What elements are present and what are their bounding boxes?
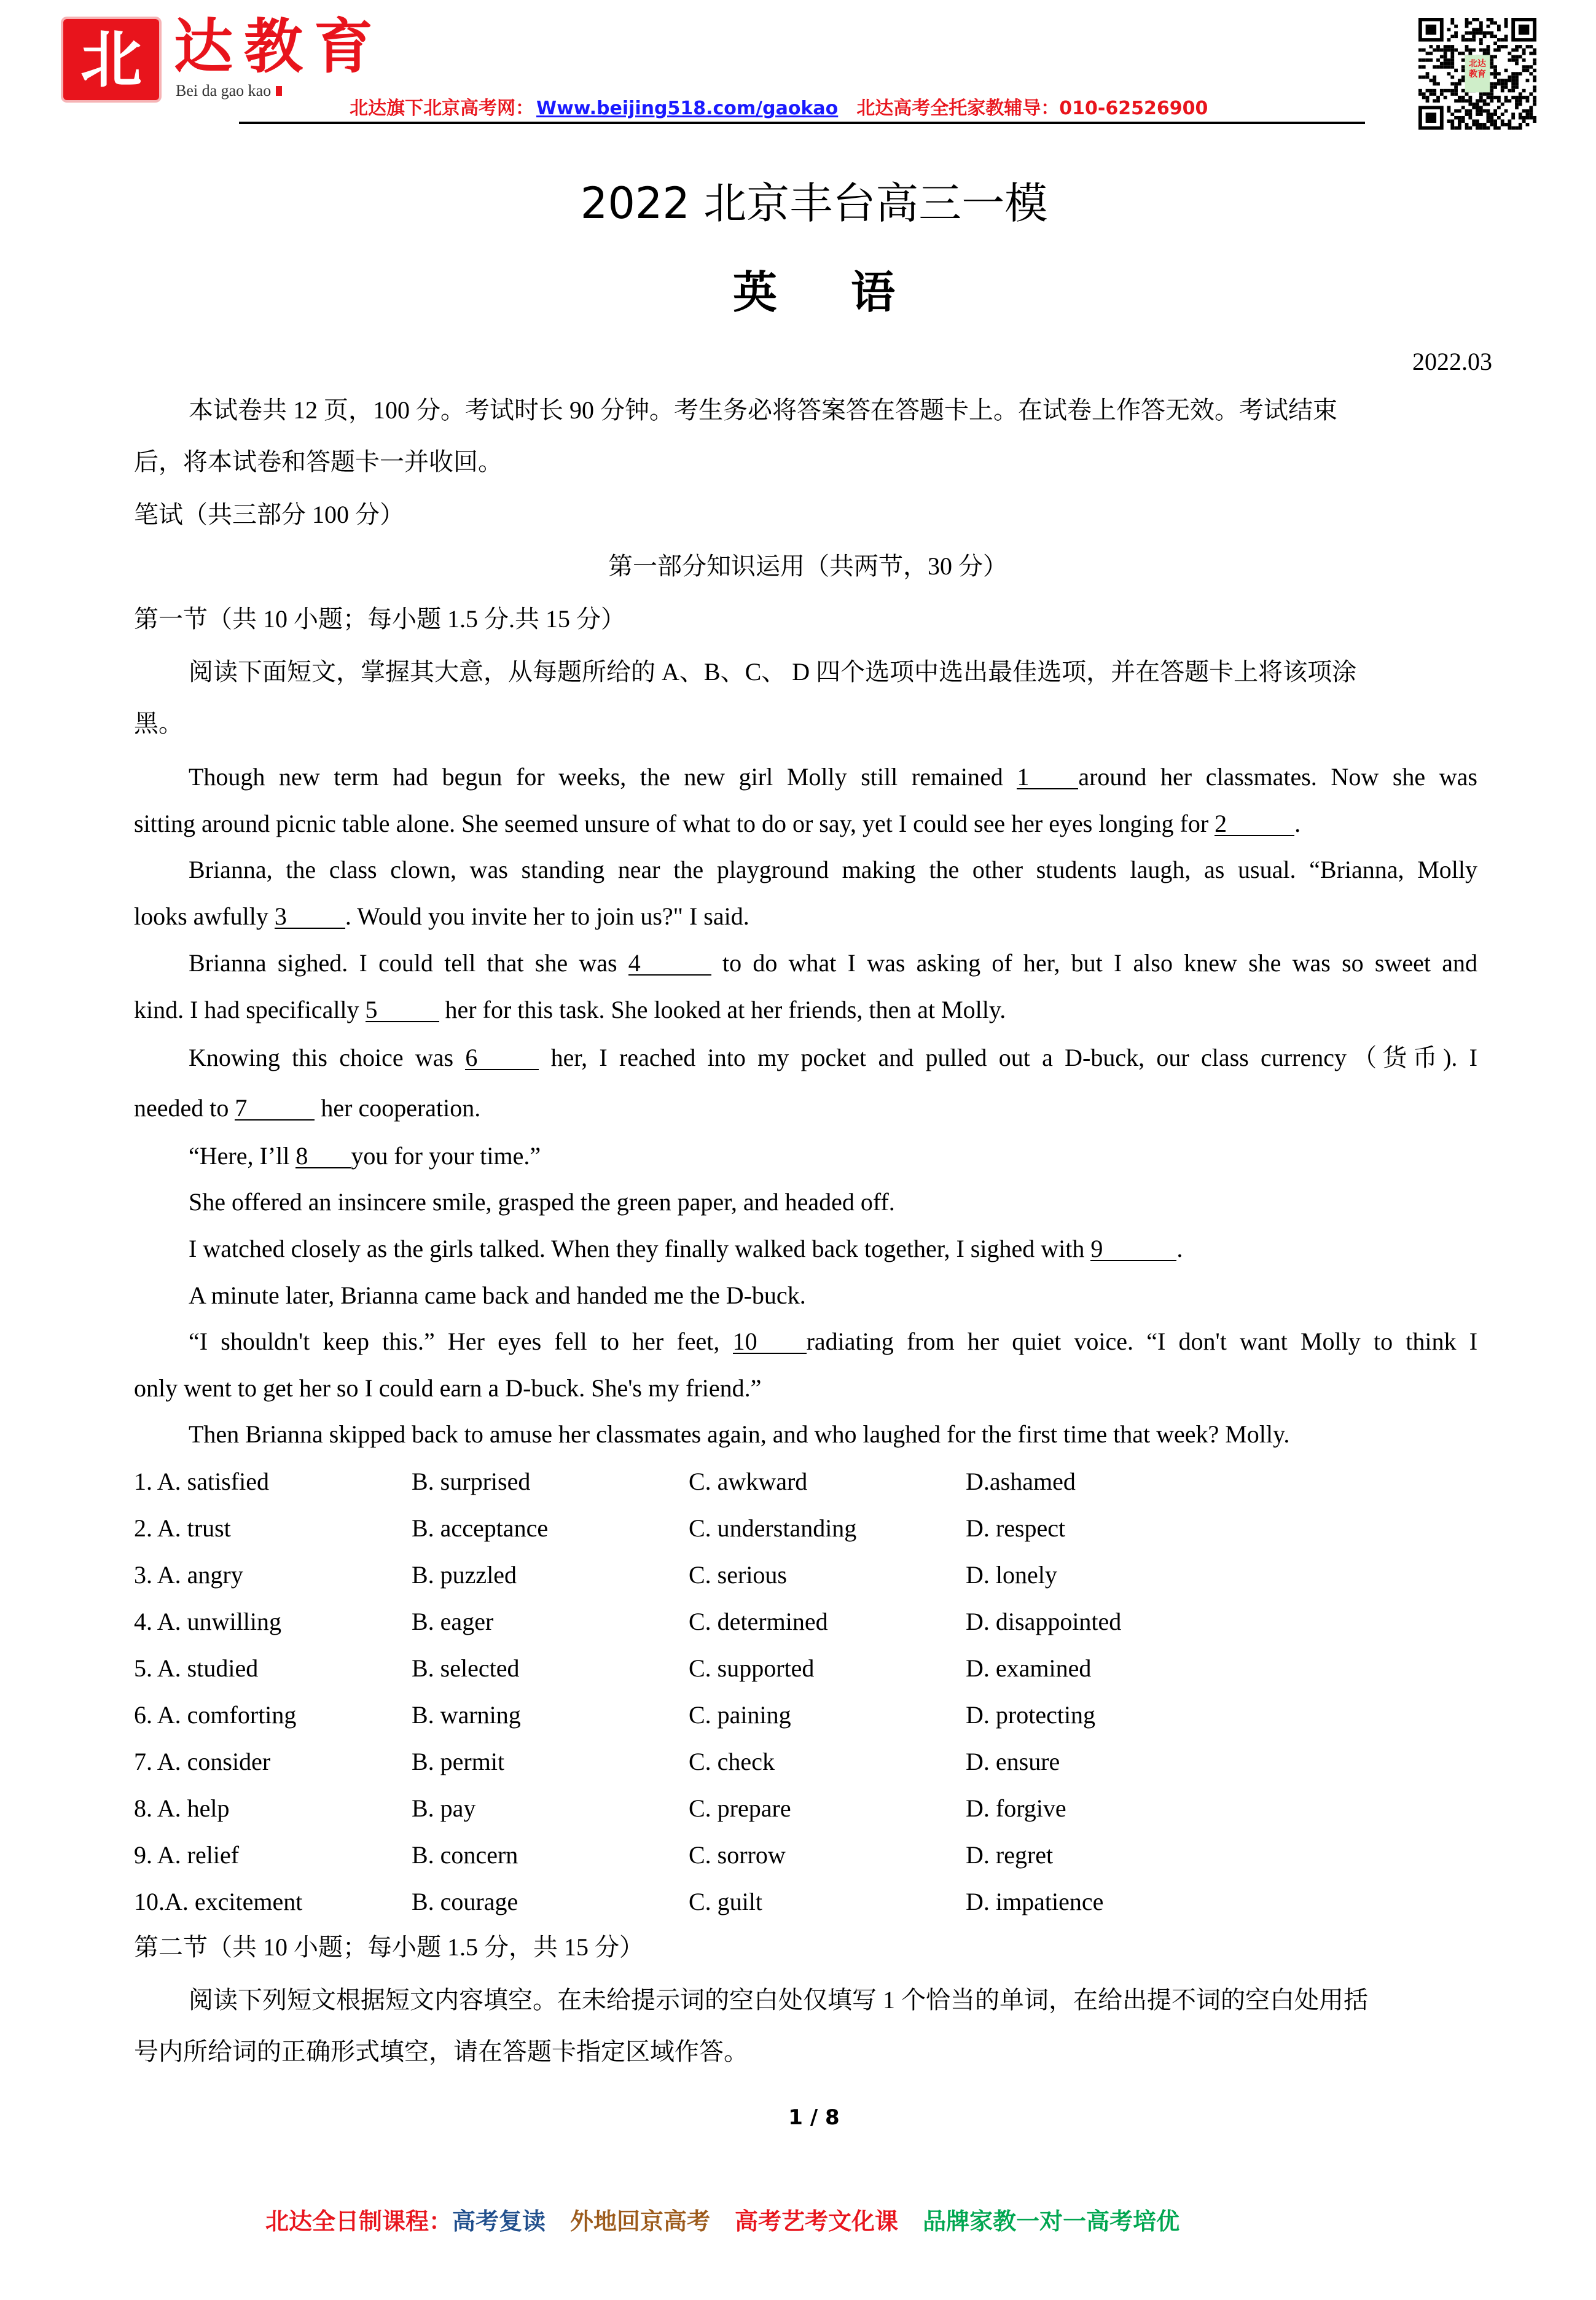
footer-courses <box>265 2202 1204 2236</box>
answer-option: B. permit <box>412 1748 505 1775</box>
answer-option: 1. A. satisfied <box>134 1468 269 1495</box>
answer-option: B. pay <box>412 1794 476 1822</box>
logo-name: 达教育 <box>174 12 384 81</box>
site-label: 北达旗下北京高考网： <box>350 98 534 119</box>
answer-option: C. check <box>689 1748 775 1775</box>
passage-text: radiating from her quiet voice. “I don't want Molly to think I <box>806 1328 1478 1355</box>
answer-option: D. disappointed <box>966 1608 1122 1635</box>
answer-option: 2. A. trust <box>134 1514 231 1542</box>
cloze-blank: 10 <box>733 1331 807 1354</box>
answer-option: B. warning <box>412 1701 521 1729</box>
answer-option: D. impatience <box>966 1888 1104 1915</box>
answer-option: 3. A. angry <box>134 1561 243 1589</box>
section2-instructions: 号内所给词的正确形式填空，请在答题卡指定区域作答。 <box>134 2038 748 2065</box>
passage-text: She offered an insincere smile, grasped the green paper, and headed off. <box>189 1188 895 1216</box>
passage-line <box>189 1187 895 1218</box>
passage-text: to do what I was asking of her, but I also knew she was so sweet and <box>711 949 1477 977</box>
part1-heading: 第一部分知识运用（共两节，30 分） <box>608 552 1007 580</box>
section2-instructions: 阅读下列短文根据短文内容填空。在未给提示词的空白处仅填写 1 个恰当的单词，在给出提不词的空白处用括 <box>189 1986 1368 2014</box>
passage-text: kind. I had specifically <box>134 996 366 1023</box>
footer-course[interactable]: 高考复读 <box>452 2208 546 2235</box>
passage-line <box>134 1373 761 1404</box>
intro-text: 本试卷共 12 页，100 分。考试时长 90 分钟。考生务必将答案答在答题卡上。在试卷上作答无效。考试结束 <box>189 396 1337 424</box>
section2-heading: 第二节（共 10 小题；每小题 1.5 分，共 15 分） <box>134 1933 644 1961</box>
answer-option: D. respect <box>966 1514 1066 1542</box>
passage-text: looks awfully <box>134 902 275 930</box>
passage-text: only went to get her so I could earn a D-buck. She's my friend.” <box>134 1374 762 1402</box>
answer-option: 7. A. consider <box>134 1748 271 1775</box>
passage-line <box>189 1280 806 1311</box>
passage-text: Knowing this choice was <box>189 1044 466 1071</box>
page-number: 1 / 8 <box>788 2105 840 2130</box>
answer-option: B. eager <box>412 1608 494 1635</box>
passage-line <box>189 1326 1477 1357</box>
answer-option: 8. A. help <box>134 1794 230 1822</box>
cloze-blank: 1 <box>1017 766 1078 789</box>
passage-line <box>134 808 1301 839</box>
passage-text: Brianna, the class clown, was standing near the playground making the other students laugh, as usual. “Brianna, Molly <box>189 856 1477 883</box>
answer-option: C. sorrow <box>689 1841 786 1869</box>
answer-option: C. paining <box>689 1701 791 1729</box>
answer-option: D. protecting <box>966 1701 1096 1729</box>
intro-text: 后，将本试卷和答题卡一并收回。 <box>134 448 503 475</box>
exam-date: 2022.03 <box>1412 348 1492 375</box>
passage-text: Though new term had begun for weeks, the new girl Molly still remained <box>189 763 1017 791</box>
footer-course[interactable]: 品牌家教一对一高考培优 <box>923 2208 1180 2235</box>
passage-text: Then Brianna skipped back to amuse her classmates again, and who laughed for the first time that week? Molly. <box>189 1420 1290 1448</box>
cloze-blank: 4 <box>628 952 711 976</box>
passage-line <box>189 1042 1477 1073</box>
answer-option: C. serious <box>689 1561 787 1589</box>
answer-option: 5. A. studied <box>134 1654 259 1682</box>
passage-text: A minute later, Brianna came back and handed me the D-buck. <box>189 1281 806 1309</box>
passage-line <box>189 1141 541 1172</box>
tutoring-label: 北达高考全托家教辅导：010-62526900 <box>856 98 1208 119</box>
answer-option: 4. A. unwilling <box>134 1608 282 1635</box>
answer-option: D. examined <box>966 1654 1092 1682</box>
header-divider <box>239 122 1365 124</box>
cloze-blank: 5 <box>366 999 439 1022</box>
passage-line <box>134 901 749 932</box>
logo-mark <box>63 19 159 100</box>
answer-option: B. acceptance <box>412 1514 549 1542</box>
qr-center-label: 北达教育 <box>1469 59 1486 79</box>
passage-line <box>189 1234 1183 1264</box>
answer-option: C. guilt <box>689 1888 763 1915</box>
cloze-blank: 8 <box>295 1145 351 1168</box>
section1-instructions: 阅读下面短文，掌握其大意，从每题所给的 A、B、C、 D 四个选项中选出最佳选项，并在答题卡上将该项涂 <box>189 658 1357 686</box>
cloze-blank: 2 <box>1215 813 1294 836</box>
passage-text: you for your time.” <box>351 1142 541 1170</box>
passage-line <box>189 762 1477 792</box>
passage-text: . <box>1294 810 1301 837</box>
site-link[interactable]: Www.beijing518.com/gaokao <box>536 98 839 119</box>
answer-option: D. ensure <box>966 1748 1060 1775</box>
passage-text: around her classmates. Now she was <box>1078 763 1477 791</box>
passage-text: I watched closely as the girls talked. When they finally walked back together, I sighed with <box>189 1235 1091 1262</box>
footer-label: 北达全日制课程： <box>265 2208 453 2235</box>
cloze-blank: 9 <box>1090 1238 1176 1261</box>
header-info <box>350 98 1208 119</box>
answer-option: C. awkward <box>689 1468 808 1495</box>
answer-option: B. concern <box>412 1841 518 1869</box>
cloze-blank: 3 <box>275 906 345 929</box>
passage-line <box>134 995 1006 1025</box>
answer-option: D. regret <box>966 1841 1054 1869</box>
passage-text: needed to <box>134 1094 235 1122</box>
answer-option: B. courage <box>412 1888 518 1915</box>
answer-option: D. lonely <box>966 1561 1057 1589</box>
section1-heading: 第一节（共 10 小题；每小题 1.5 分.共 15 分） <box>134 605 625 633</box>
passage-line <box>189 1419 1289 1450</box>
written-heading: 笔试（共三部分 100 分） <box>134 501 404 528</box>
passage-text: . Would you invite her to join us?" I said. <box>345 902 749 930</box>
passage-text: sitting around picnic table alone. She seemed unsure of what to do or say, yet I could see her eyes longing for <box>134 810 1215 837</box>
cloze-blank: 7 <box>235 1097 315 1121</box>
answer-option: D.ashamed <box>966 1468 1076 1495</box>
passage-text: “Here, I’ll <box>189 1142 296 1170</box>
passage-line <box>189 855 1477 885</box>
passage-line <box>189 948 1477 979</box>
passage-line <box>134 1093 480 1124</box>
answer-option: 6. A. comforting <box>134 1701 297 1729</box>
logo-glyph: 北 <box>80 23 142 96</box>
section1-instructions: 黑。 <box>134 710 183 737</box>
passage-text: “I shouldn't keep this.” Her eyes fell to her feet, <box>189 1328 733 1355</box>
answer-option: 10.A. excitement <box>134 1888 303 1915</box>
passage-text: Brianna sighed. I could tell that she was <box>189 949 628 977</box>
logo-pinyin: Bei da gao kao <box>176 82 282 100</box>
footer-course[interactable]: 高考艺考文化课 <box>735 2208 899 2235</box>
passage-text: her, I reached into my pocket and pulled out a D-buck, our class currency（货币). I <box>539 1044 1477 1071</box>
subject-title <box>0 257 1596 321</box>
passage-text: her for this task. She looked at her friends, then at Molly. <box>439 996 1006 1023</box>
subject-char: 英 <box>732 266 777 318</box>
passage-text: her cooperation. <box>315 1094 481 1122</box>
subject-char: 语 <box>851 266 896 318</box>
footer-course[interactable]: 外地回京高考 <box>570 2208 711 2235</box>
answer-option: B. surprised <box>412 1468 531 1495</box>
cloze-blank: 6 <box>465 1047 539 1070</box>
answer-option: C. prepare <box>689 1794 791 1822</box>
answer-option: C. determined <box>689 1608 828 1635</box>
answer-option: B. selected <box>412 1654 520 1682</box>
answer-option: D. forgive <box>966 1794 1066 1822</box>
answer-option: 9. A. relief <box>134 1841 240 1869</box>
passage-text: . <box>1176 1235 1183 1262</box>
answer-option: B. puzzled <box>412 1561 517 1589</box>
answer-option: C. supported <box>689 1654 815 1682</box>
answer-option: C. understanding <box>689 1514 857 1542</box>
exam-title: 2022 北京丰台高三一模 <box>580 178 1048 229</box>
